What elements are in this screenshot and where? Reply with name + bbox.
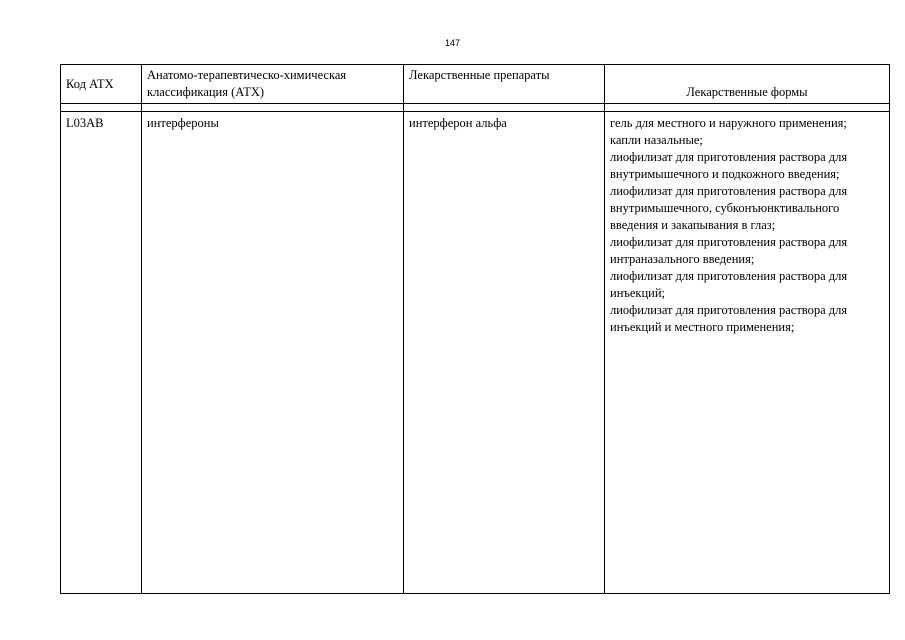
cell-classification: интерфероны [142, 112, 404, 594]
table-row [61, 112, 890, 594]
header-forms: Лекарственные формы [605, 65, 890, 104]
spacer-cell [404, 104, 605, 112]
dosage-form-item: лиофилизат для приготовления раствора для инъекций и местного применения; [610, 303, 848, 334]
dosage-form-item: лиофилизат для приготовления раствора для инъекций; [610, 269, 848, 300]
dosage-form-item: капли назальные; [610, 133, 703, 147]
header-drugs: Лекарственные препараты [404, 65, 605, 104]
header-code: Код АТХ [61, 65, 142, 104]
cell-drug: интерферон альфа [404, 112, 605, 594]
dosage-form-item: гель для местного и наружного применения; [610, 116, 847, 130]
dosage-form-item: лиофилизат для приготовления раствора для внутримышечного и подкожного введения; [610, 150, 848, 181]
dosage-form-item: лиофилизат для приготовления раствора для интраназального введения; [610, 235, 848, 266]
spacer-cell [142, 104, 404, 112]
spacer-cell [61, 104, 142, 112]
dosage-form-item: лиофилизат для приготовления раствора для внутримышечного, субконъюнктивального введения и закапывания в глаз; [610, 184, 848, 232]
spacer-cell [605, 104, 890, 112]
page-number: 147 [444, 38, 461, 48]
atx-table [60, 64, 890, 594]
table-spacer-row [61, 104, 890, 112]
cell-forms [605, 112, 890, 594]
header-classification: Анатомо-терапевтическо-химическая классификация (АТХ) [142, 65, 404, 104]
table-header-row [61, 65, 890, 104]
cell-code: L03AB [61, 112, 142, 594]
